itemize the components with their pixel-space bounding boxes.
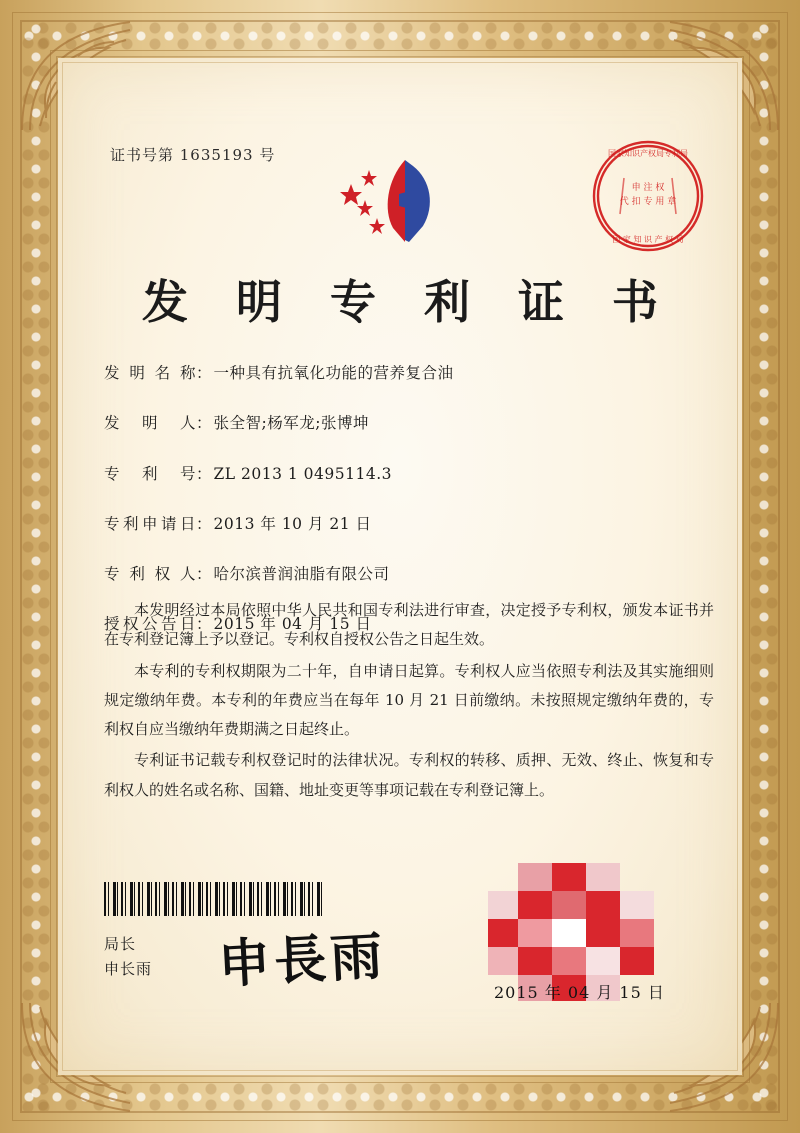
field-application-date [104, 513, 712, 536]
handwritten-signature: 申長雨 [216, 925, 388, 996]
field-label: 专利申请日 [104, 514, 196, 533]
field-colon: ： [196, 364, 212, 382]
page-title: 发 明 专 利 证 书 [141, 275, 675, 329]
field-colon: ： [196, 615, 212, 634]
field-value: 2015 年 04 月 15 日 [213, 615, 372, 634]
director-role-label: 局长 [104, 935, 137, 953]
field-value: 哈尔滨普润油脂有限公司 [213, 565, 390, 583]
field-value: 张全智;杨军龙;张博坤 [213, 414, 369, 433]
field-label: 发 明 人 [104, 414, 196, 433]
field-patentee [104, 563, 712, 586]
body-paragraph: 本专利的专利权期限为二十年，自申请日起算。专利权人应当依照专利法及其实施细则规定缴纳年费。本专利的年费应当在每年 10 月 21 日前缴纳。未按照规定缴纳年费的，专利权自应当缴纳年费期满之日起终止。 [104, 661, 714, 738]
field-inventors [104, 412, 712, 435]
svg-text:代 扣 专 用 章: 代 扣 专 用 章 [619, 197, 677, 207]
field-label: 专 利 权 人 [104, 565, 196, 583]
field-value: ZL 2013 1 0495114.3 [213, 464, 392, 483]
field-colon: ： [196, 464, 212, 483]
barcode-icon [104, 882, 322, 916]
field-label: 发 明 名 称 [104, 364, 196, 382]
field-value: 2013 年 10 月 21 日 [213, 514, 372, 533]
svg-text:国家知识产权局专利局: 国家知识产权局专利局 [608, 149, 688, 158]
certificate-body [104, 596, 714, 807]
svg-text:国 家 知 识 产 权 局: 国 家 知 识 产 权 局 [612, 235, 684, 244]
field-colon: ： [196, 414, 212, 433]
field-colon: ： [196, 565, 212, 583]
date-seal-area [488, 858, 688, 1028]
field-patent-number [104, 463, 712, 486]
round-red-seal-icon [590, 138, 706, 254]
field-label: 授权公告日 [104, 615, 196, 634]
field-label: 专 利 号 [104, 464, 196, 483]
field-value: 一种具有抗氧化功能的营养复合油 [213, 364, 454, 382]
body-paragraph: 专利证书记载专利权登记时的法律状况。专利权的转移、质押、无效、终止、恢复和专利权人的姓名或名称、国籍、地址变更等事项记载在专利登记簿上。 [104, 751, 714, 799]
field-colon: ： [196, 514, 212, 533]
issue-date: 2015 年 04 月 15 日 [494, 983, 665, 1002]
svg-text:申 注 权: 申 注 权 [631, 183, 665, 193]
cnipa-emblem-icon [335, 154, 465, 250]
signature-block [104, 932, 152, 982]
director-name-label: 申长雨 [104, 959, 153, 978]
body-paragraph: 本发明经过本局依照中华人民共和国专利法进行审查，决定授予专利权，颁发本证书并在专利登记簿上予以登记。专利权自授权公告之日起生效。 [104, 601, 714, 649]
border-pattern-left [22, 22, 50, 1111]
border-pattern-right [750, 22, 778, 1111]
certificate-content [78, 76, 722, 1057]
certificate-number: 证书号第 1635193 号 [110, 146, 276, 164]
field-invention-name [104, 362, 712, 385]
